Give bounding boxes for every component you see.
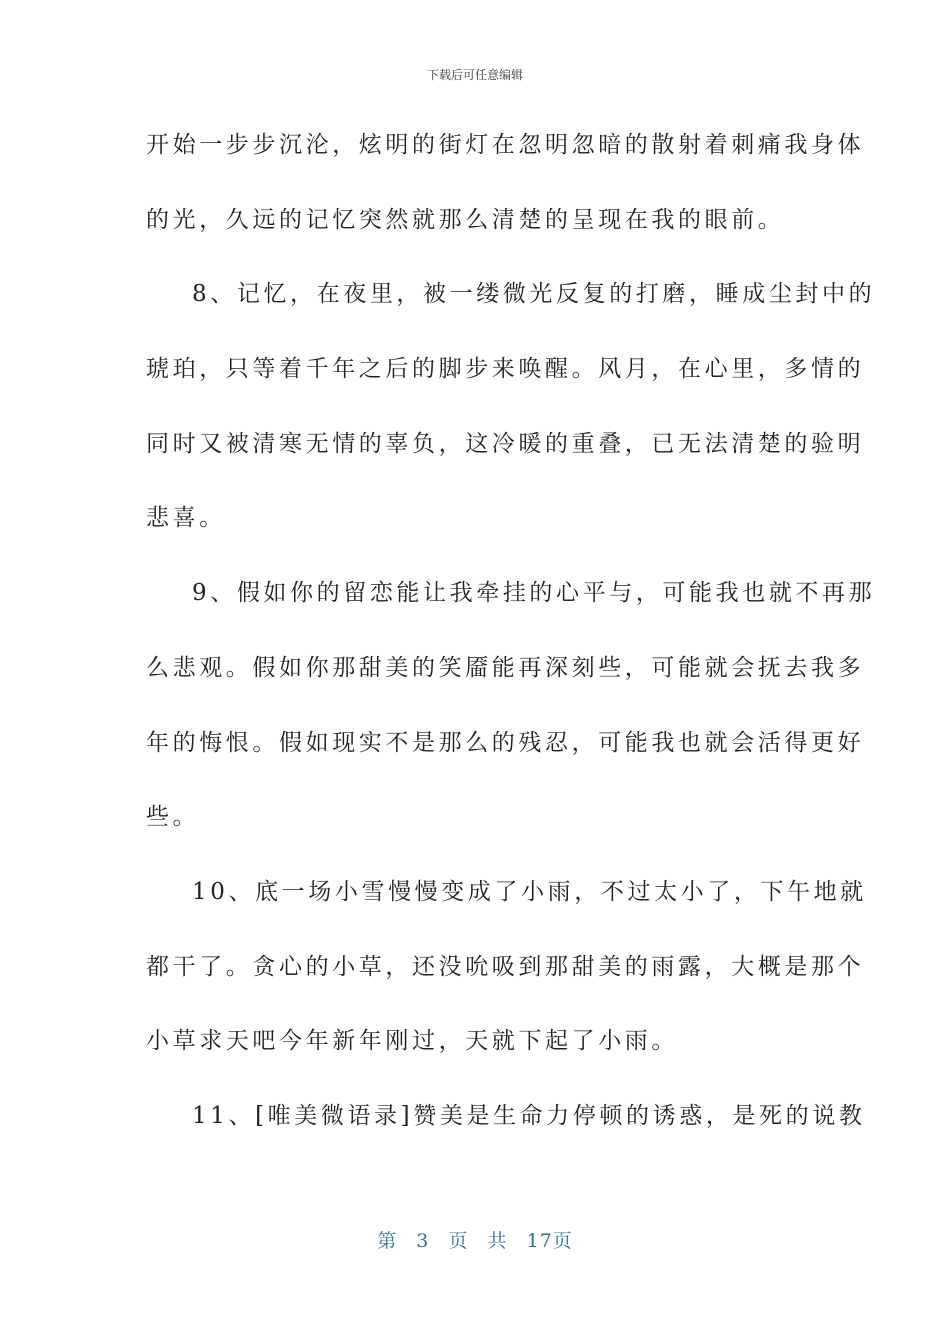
text-line: 开始一步步沉沦，炫明的街灯在忽明忽暗的散射着刺痛我身体 (146, 132, 865, 158)
text-line: 的光，久远的记忆突然就那么清楚的呈现在我的眼前。 (146, 206, 785, 233)
page-number-footer (0, 1226, 950, 1253)
paragraph-11-start: 11、[唯美微语录]赞美是生命力停顿的诱惑，是死的说教 (192, 1102, 866, 1129)
footer-current-page: 3 (416, 1230, 430, 1252)
page-header-note: 下载后可任意编辑 (426, 68, 523, 82)
footer-ye: 页 (448, 1230, 469, 1252)
text-line: 琥珀，只等着千年之后的脚步来唤醒。风月，在心里，多情的 (146, 356, 865, 383)
paragraph-10-start: 10、底一场小雪慢慢变成了小雨，不过太小了，下午地就 (192, 878, 867, 905)
text-line: 同时又被清寒无情的辜负，这冷暖的重叠，已无法清楚的验明 (146, 430, 865, 457)
text-line: 么悲观。假如你那甜美的笑靥能再深刻些，可能就会抚去我多 (146, 654, 865, 681)
footer-di: 第 (377, 1230, 398, 1252)
text-line: 都干了。贪心的小草，还没吮吸到那甜美的雨露，大概是那个 (146, 953, 865, 980)
footer-gong: 共 (487, 1230, 508, 1252)
document-body (146, 120, 876, 1166)
text-line: 小草求天吧今年新年刚过，天就下起了小雨。 (146, 1028, 678, 1055)
text-line: 些。 (146, 804, 200, 831)
text-line: 年的悔恨。假如现实不是那么的残忍，可能我也就会活得更好 (146, 729, 865, 756)
paragraph-9-start: 9、假如你的留恋能让我牵挂的心平与，可能我也就不再那 (192, 580, 876, 607)
footer-total-pages: 17页 (526, 1230, 573, 1252)
text-line: 悲喜。 (146, 505, 226, 532)
paragraph-8-start: 8、记忆，在夜里，被一缕微光反复的打磨，睡成尘封中的 (192, 281, 876, 308)
